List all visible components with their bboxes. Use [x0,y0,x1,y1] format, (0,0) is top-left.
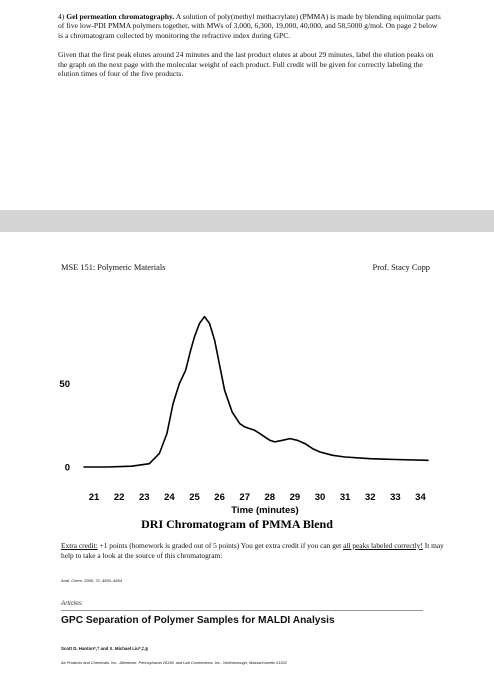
x-tick-label: 30 [314,492,326,503]
extra-credit-text-2: It may help to take a look at the source of this chromatogram: [61,541,444,560]
chart-title: DRI Chromatogram of PMMA Blend [141,517,333,531]
article-affiliation: Air Products and Chemicals, Inc., Allentown, Pennsylvania 18195, and Lab Connections, Inc., Northborough, Massachusetts 01532 [61,660,287,665]
articles-section-label: Articles [61,600,82,607]
x-tick-label: 22 [113,492,125,503]
question-4 [58,12,443,88]
x-tick-label: 28 [264,492,276,503]
x-tick-label: 25 [189,492,200,503]
question-number: 4) [58,12,65,21]
document-page-1 [0,0,494,210]
question-body: A solution of poly(methyl methacrylate) (PMMA) is made by blending equimolar parts of five low-PDI PMMA polymers together, with MWs of 3,000, 6,300, 19,000, 40,000, and 58,5000 g/mol. On page 2 below is a chromatogram collected by monitoring the refractive index during GPC. [58,12,441,40]
extra-credit-paragraph [61,541,446,560]
dri-trace-line [84,317,428,467]
y-tick-label: 0 [64,462,70,474]
extra-credit-label: Extra credit: [61,541,98,550]
document-page-2 [0,232,494,700]
x-tick-label: 32 [364,492,376,503]
question-paragraph-1 [58,12,443,40]
x-tick-label: 33 [390,492,401,503]
articles-divider [61,610,423,611]
article-title: GPC Separation of Polymer Samples for MALDI Analysis [61,615,335,626]
x-tick-label: 27 [239,492,250,503]
x-tick-label: 23 [138,492,150,503]
extra-credit-underlined: all peaks labeled correctly! [343,541,423,550]
x-tick-label: 31 [339,492,351,503]
x-axis-label: Time (minutes) [231,505,299,516]
x-tick-label: 21 [88,492,100,503]
instructor-header: Prof. Stacy Copp [372,263,430,272]
x-tick-label: 29 [289,492,301,503]
x-tick-label: 26 [214,492,225,503]
x-tick-label: 34 [415,492,426,503]
question-title: Gel permeation chromatography. [66,12,175,21]
y-tick-label: 50 [59,379,70,390]
x-tick-label: 24 [164,492,175,503]
page-separator [0,210,494,232]
course-header: MSE 151: Polymeric Materials [61,263,166,272]
extra-credit-text: +1 points (homework is graded out of 5 points) You get extra credit if you can get [97,541,344,550]
journal-citation: Anal. Chem. 2005, 72, 4950–4954 [61,578,122,583]
chromatogram-chart [0,232,494,532]
article-authors: Scott D. Hanton*,† and X. Michael Liu*,‡,§ [61,646,148,651]
question-paragraph-2: Given that the first peak elutes around 24 minutes and the last product elutes at about 29 minutes, label the elution peaks on the graph on the next page with the molecular weight of each product. Full credit will be given for correctly labeling the elution times of four of the five products. [58,50,434,79]
